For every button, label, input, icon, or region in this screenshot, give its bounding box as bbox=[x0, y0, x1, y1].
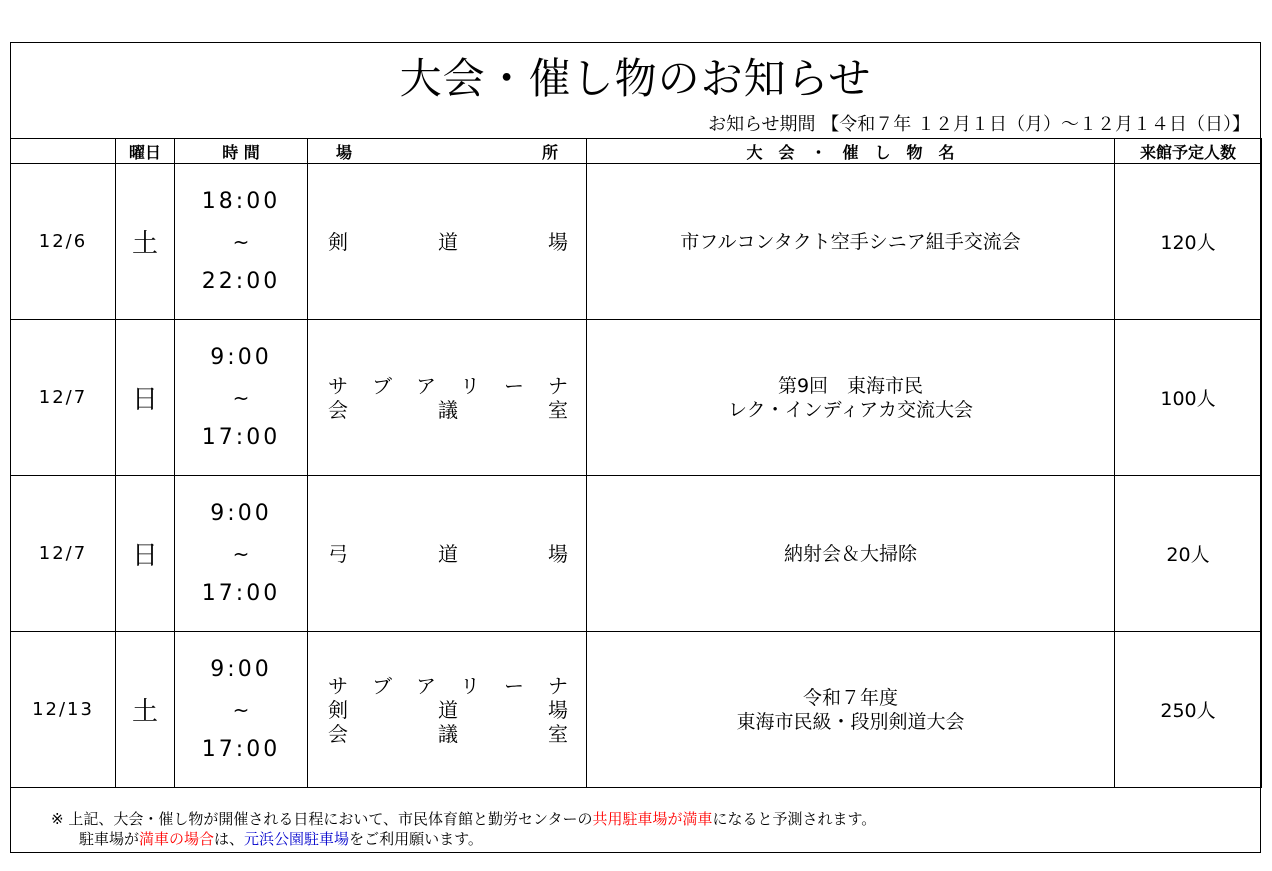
note-segment: になると予測されます。 bbox=[712, 810, 877, 828]
venue-char: 会 bbox=[328, 721, 348, 746]
table-row bbox=[11, 164, 1262, 320]
venue-char: ー bbox=[504, 673, 524, 698]
venue-char: 剣 bbox=[328, 229, 348, 254]
venue-char: 議 bbox=[438, 721, 458, 746]
parking-note bbox=[51, 809, 876, 849]
venue-char: 会 bbox=[328, 397, 348, 422]
parking-note-line-2 bbox=[51, 829, 876, 849]
event-name-line: 納射会＆大掃除 bbox=[783, 542, 917, 565]
expected-visitors: 250人 bbox=[1115, 632, 1262, 788]
header-place-right: 所 bbox=[541, 142, 558, 162]
end-time: 17:00 bbox=[201, 424, 281, 450]
venue-char: 室 bbox=[548, 397, 568, 422]
event-time bbox=[175, 320, 308, 476]
venue-char: 道 bbox=[438, 541, 458, 566]
header-place-left: 場 bbox=[336, 142, 353, 162]
event-date: 12/7 bbox=[11, 476, 116, 632]
event-name-line: 東海市民級・段別剣道大会 bbox=[736, 710, 965, 733]
event-name bbox=[587, 164, 1115, 320]
venue-char: 弓 bbox=[328, 541, 348, 566]
end-time: 17:00 bbox=[201, 736, 281, 762]
expected-visitors: 120人 bbox=[1115, 164, 1262, 320]
venue-line bbox=[328, 722, 568, 746]
event-name bbox=[587, 476, 1115, 632]
table-row bbox=[11, 320, 1262, 476]
event-date: 12/13 bbox=[11, 632, 116, 788]
header-time: 時 間 bbox=[175, 139, 308, 164]
expected-visitors: 20人 bbox=[1115, 476, 1262, 632]
venue-char: ー bbox=[504, 373, 524, 398]
notice-frame bbox=[10, 42, 1261, 853]
event-venue bbox=[308, 320, 587, 476]
event-weekday: 土 bbox=[116, 632, 175, 788]
note-segment: 共用駐車場が満車 bbox=[592, 810, 713, 828]
note-segment: 駐車場が bbox=[79, 830, 140, 848]
venue-char: ブ bbox=[372, 673, 392, 698]
venue-line bbox=[328, 374, 568, 398]
venue-char: ア bbox=[416, 373, 436, 398]
time-range-tilde: ~ bbox=[232, 541, 250, 566]
note-segment: は、 bbox=[214, 830, 245, 848]
venue-char: リ bbox=[460, 373, 480, 398]
start-time: 9:00 bbox=[210, 500, 272, 526]
event-time bbox=[175, 476, 308, 632]
venue-char: 道 bbox=[438, 697, 458, 722]
venue-line bbox=[328, 698, 568, 722]
venue-char: ブ bbox=[372, 373, 392, 398]
events-table bbox=[10, 138, 1262, 788]
venue-char: 場 bbox=[548, 697, 568, 722]
venue-char: 室 bbox=[548, 721, 568, 746]
start-time: 18:00 bbox=[201, 188, 281, 214]
event-name-line: レク・インディアカ交流大会 bbox=[728, 398, 973, 421]
venue-char: ア bbox=[416, 673, 436, 698]
event-date: 12/6 bbox=[11, 164, 116, 320]
note-segment: ※ 上記、大会・催し物が開催される日程において、市民体育館と勤労センターの bbox=[51, 810, 593, 828]
header-date bbox=[11, 139, 116, 164]
expected-visitors: 100人 bbox=[1115, 320, 1262, 476]
venue-line bbox=[328, 674, 568, 698]
venue-char: 議 bbox=[438, 397, 458, 422]
event-time bbox=[175, 632, 308, 788]
header-place bbox=[308, 139, 587, 164]
note-segment: 元浜公園駐車場 bbox=[244, 830, 350, 848]
venue-char: ナ bbox=[548, 673, 568, 698]
notice-period: お知らせ期間 【令和７年 １２月１日（月）～１２月１４日（日）】 bbox=[708, 114, 1250, 135]
event-name bbox=[587, 320, 1115, 476]
event-name-line: 令和７年度 bbox=[802, 686, 898, 709]
event-weekday: 土 bbox=[116, 164, 175, 320]
table-row bbox=[11, 632, 1262, 788]
header-event: 大 会 ・ 催 し 物 名 bbox=[587, 139, 1115, 164]
venue-char: サ bbox=[328, 673, 348, 698]
venue-char: 道 bbox=[438, 229, 458, 254]
event-weekday: 日 bbox=[116, 476, 175, 632]
time-range-tilde: ~ bbox=[232, 385, 250, 410]
table-header bbox=[11, 139, 1262, 164]
table-body bbox=[11, 164, 1262, 788]
parking-note-line-1 bbox=[51, 809, 876, 829]
venue-char: 場 bbox=[548, 229, 568, 254]
note-segment: をご利用願います。 bbox=[349, 830, 483, 848]
event-date: 12/7 bbox=[11, 320, 116, 476]
venue-line bbox=[328, 230, 568, 254]
venue-char: 剣 bbox=[328, 697, 348, 722]
header-count: 来館予定人数 bbox=[1115, 139, 1262, 164]
venue-line bbox=[328, 542, 568, 566]
event-time bbox=[175, 164, 308, 320]
event-name-line: 第9回 東海市民 bbox=[777, 374, 924, 397]
event-venue bbox=[308, 164, 587, 320]
time-range-tilde: ~ bbox=[232, 697, 250, 722]
event-venue bbox=[308, 632, 587, 788]
venue-char: ナ bbox=[548, 373, 568, 398]
note-segment: 満車の場合 bbox=[139, 830, 215, 848]
end-time: 22:00 bbox=[201, 268, 281, 294]
start-time: 9:00 bbox=[210, 656, 272, 682]
start-time: 9:00 bbox=[210, 344, 272, 370]
header-day: 曜日 bbox=[116, 139, 175, 164]
venue-line bbox=[328, 398, 568, 422]
time-range-tilde: ~ bbox=[232, 229, 250, 254]
event-name bbox=[587, 632, 1115, 788]
event-weekday: 日 bbox=[116, 320, 175, 476]
venue-char: サ bbox=[328, 373, 348, 398]
venue-char: リ bbox=[460, 673, 480, 698]
table-row bbox=[11, 476, 1262, 632]
event-venue bbox=[308, 476, 587, 632]
page-title: 大会・催し物のお知らせ bbox=[399, 54, 872, 103]
end-time: 17:00 bbox=[201, 580, 281, 606]
event-name-line: 市フルコンタクト空手シニア組手交流会 bbox=[680, 230, 1021, 253]
venue-char: 場 bbox=[548, 541, 568, 566]
